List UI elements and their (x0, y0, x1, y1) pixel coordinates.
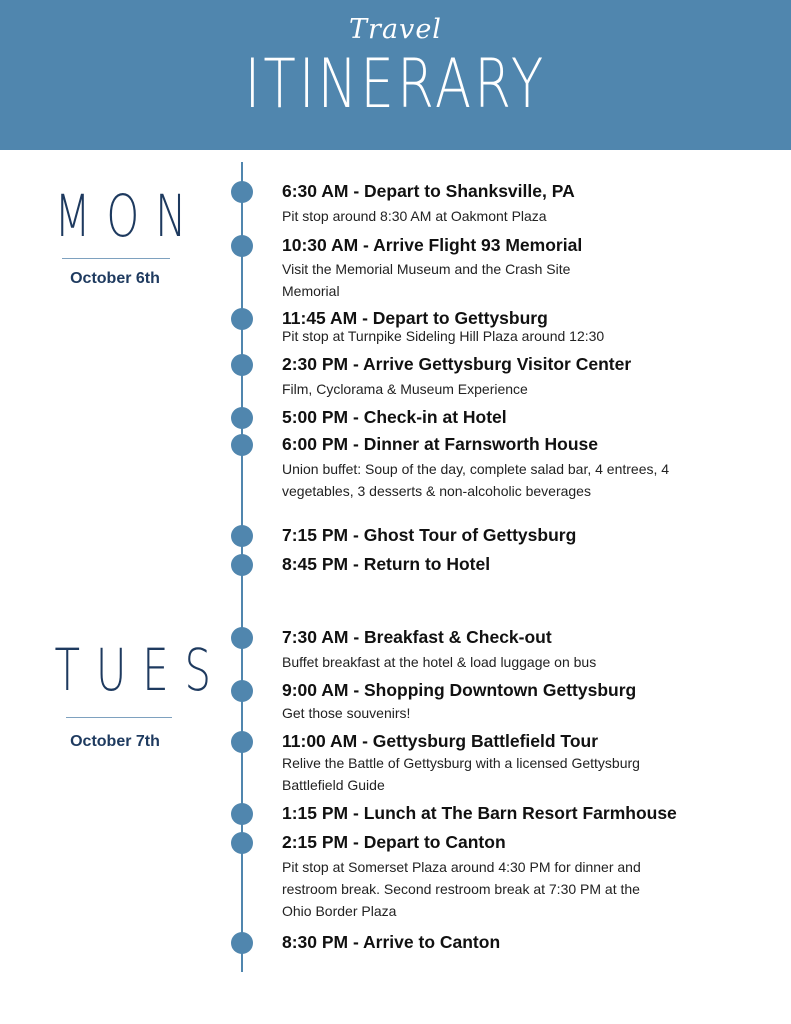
header-subtitle: Travel (349, 14, 442, 45)
event-title: 8:30 PM - Arrive to Canton (282, 932, 501, 952)
event-title: 7:15 PM - Ghost Tour of Gettysburg (282, 525, 577, 545)
day-divider-mon (62, 258, 170, 259)
event-title: 1:15 PM - Lunch at The Barn Resort Farmhouse (282, 803, 677, 823)
event-title: 6:30 AM - Depart to Shanksville, PA (282, 181, 575, 201)
timeline-dot (231, 181, 253, 203)
event-title: 10:30 AM - Arrive Flight 93 Memorial (282, 235, 583, 255)
event-description: Film, Cyclorama & Museum Experience (282, 381, 528, 397)
timeline-dot (231, 832, 253, 854)
timeline-dot (231, 235, 253, 257)
day-divider-tues (66, 717, 172, 718)
event-description: Get those souvenirs! (282, 705, 411, 721)
page-title: ITINERARY (244, 45, 547, 124)
event-description: Pit stop around 8:30 AM at Oakmont Plaza (282, 208, 547, 224)
event-title: 5:00 PM - Check-in at Hotel (282, 407, 507, 427)
event-title: 9:00 AM - Shopping Downtown Gettysburg (282, 680, 637, 700)
timeline-dot (231, 434, 253, 456)
event-description: Union buffet: Soup of the day, complete salad bar, 4 entrees, 4 vegetables, 3 desserts & non-alcoholic beverages (282, 461, 670, 499)
page-header (0, 0, 791, 150)
event-title: 2:15 PM - Depart to Canton (282, 832, 506, 852)
event-description: Pit stop at Turnpike Sideling Hill Plaza around 12:30 (282, 328, 605, 344)
date-label-mon: October 6th (70, 270, 160, 287)
event-title: 6:00 PM - Dinner at Farnsworth House (282, 434, 599, 454)
timeline-dot (231, 525, 253, 547)
event-title: 7:30 AM - Breakfast & Check-out (282, 627, 552, 647)
event-title: 11:00 AM - Gettysburg Battlefield Tour (282, 731, 599, 751)
timeline-dot (231, 627, 253, 649)
event-description: Visit the Memorial Museum and the Crash Site Memorial (282, 261, 571, 299)
event-description: Buffet breakfast at the hotel & load luggage on bus (282, 654, 597, 670)
event-title: 11:45 AM - Depart to Gettysburg (282, 308, 548, 328)
day-label-tues: TUES (54, 636, 227, 704)
event-title: 8:45 PM - Return to Hotel (282, 554, 491, 574)
timeline-dot (231, 554, 253, 576)
timeline-dot (231, 308, 253, 330)
timeline-dot (231, 354, 253, 376)
event-title: 2:30 PM - Arrive Gettysburg Visitor Center (282, 354, 632, 374)
timeline-dot (231, 803, 253, 825)
timeline-dot (231, 932, 253, 954)
event-description: Pit stop at Somerset Plaza around 4:30 PM for dinner and restroom break. Second restroom break at 7:30 PM at the Ohio Border Plaza (282, 859, 641, 919)
event-description: Relive the Battle of Gettysburg with a licensed Gettysburg Battlefield Guide (282, 755, 640, 793)
day-label-mon: MON (54, 182, 203, 250)
timeline-dot (231, 731, 253, 753)
timeline-dot (231, 680, 253, 702)
timeline-dot (231, 407, 253, 429)
date-label-tues: October 7th (70, 733, 160, 750)
